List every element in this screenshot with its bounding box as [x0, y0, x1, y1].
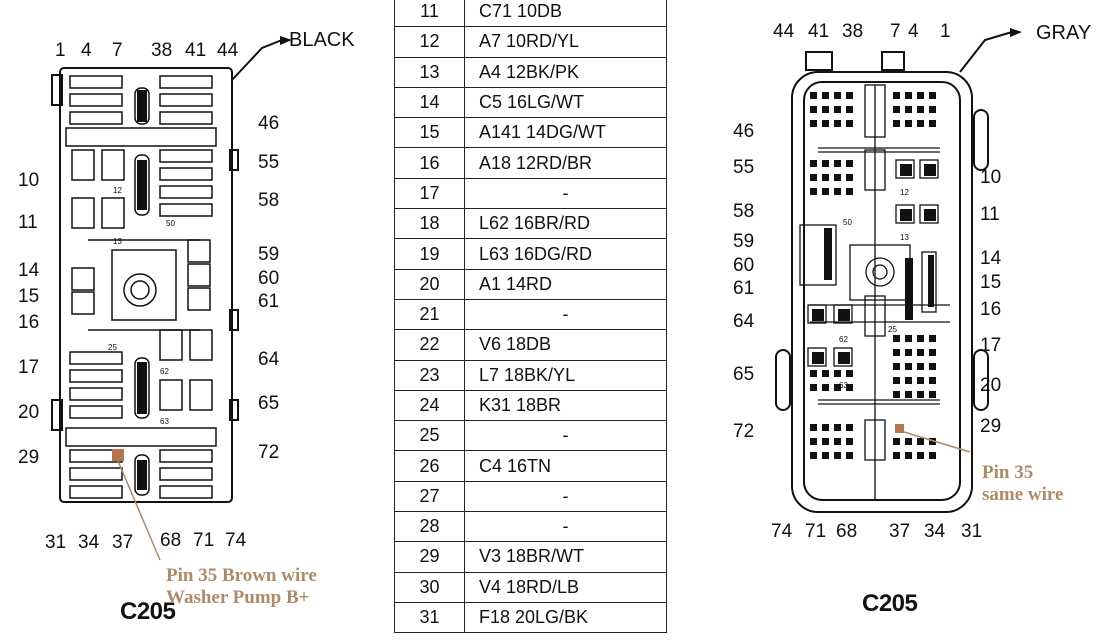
- pin-label: 31: [45, 532, 67, 553]
- wire-cell: L62 16BR/RD: [465, 209, 667, 239]
- cavity-label: 12: [113, 186, 122, 195]
- pin-label: 41: [808, 21, 830, 42]
- pin-label: 7: [112, 40, 123, 61]
- pin-label: 68: [836, 521, 858, 542]
- table-row: [395, 148, 667, 178]
- pin-label: 14: [980, 248, 1002, 269]
- pin-number-cell: 21: [395, 299, 465, 329]
- pin-label: 46: [733, 121, 755, 142]
- pin-label: 41: [185, 40, 207, 61]
- wire-cell: L7 18BK/YL: [465, 360, 667, 390]
- pin-label: 10: [980, 167, 1002, 188]
- pin-label: 37: [112, 532, 134, 553]
- pin-label: 74: [771, 521, 793, 542]
- pin-label: 65: [258, 393, 280, 414]
- pin-number-cell: 16: [395, 148, 465, 178]
- pin-label: 16: [980, 299, 1002, 320]
- pin-label: 31: [961, 521, 983, 542]
- pin-label: 29: [980, 416, 1002, 437]
- wire-cell: K31 18BR: [465, 390, 667, 420]
- pin-label: 38: [842, 21, 864, 42]
- pin-number-cell: 28: [395, 512, 465, 542]
- pin-number-cell: 15: [395, 118, 465, 148]
- pin-label: 4: [908, 21, 919, 42]
- table-row: [395, 602, 667, 632]
- pin-label: 1: [55, 40, 66, 61]
- cavity-label: 62: [160, 367, 169, 376]
- pin-label: 7: [890, 21, 901, 42]
- pin-label: 15: [18, 286, 40, 307]
- pin-number-cell: 13: [395, 57, 465, 87]
- callout-line: same wire: [982, 483, 1064, 505]
- pin-label: 55: [258, 152, 280, 173]
- cavity-label: 62: [839, 335, 848, 344]
- pin-number-cell: 23: [395, 360, 465, 390]
- table-row: [395, 360, 667, 390]
- pin-label: 61: [258, 291, 280, 312]
- pin-label: 17: [980, 335, 1002, 356]
- pin-number-cell: 25: [395, 421, 465, 451]
- black-color-label: BLACK: [289, 29, 355, 51]
- pin-label: 68: [160, 530, 182, 551]
- pin-label: 59: [733, 231, 755, 252]
- pin-label: 4: [81, 40, 92, 61]
- pin-label: 44: [217, 40, 239, 61]
- pin-number-cell: 26: [395, 451, 465, 481]
- left-connector-title: C205: [120, 598, 176, 625]
- wire-cell: L63 16DG/RD: [465, 239, 667, 269]
- wire-cell: C4 16TN: [465, 451, 667, 481]
- table-row: [395, 27, 667, 57]
- pin-wire-table: [394, 0, 667, 633]
- pin-number-cell: 31: [395, 602, 465, 632]
- pin-number-cell: 30: [395, 572, 465, 602]
- pin-label: 58: [733, 201, 755, 222]
- table-row: [395, 299, 667, 329]
- cavity-label: 25: [108, 343, 117, 352]
- pin-number-cell: 14: [395, 87, 465, 117]
- pin-label: 34: [78, 532, 100, 553]
- table-row: [395, 269, 667, 299]
- right-connector-title: C205: [862, 590, 918, 617]
- wire-cell: V4 18RD/LB: [465, 572, 667, 602]
- pin-label: 11: [18, 212, 38, 233]
- pin-number-cell: 27: [395, 481, 465, 511]
- cavity-label: 12: [900, 188, 909, 197]
- pin-number-cell: 18: [395, 209, 465, 239]
- pin-label: 71: [805, 521, 827, 542]
- wire-cell: -: [465, 421, 667, 451]
- table-row: [395, 390, 667, 420]
- pin-label: 72: [258, 442, 280, 463]
- pin-number-cell: 17: [395, 178, 465, 208]
- cavity-label: 63: [160, 417, 169, 426]
- pin-label: 29: [18, 447, 40, 468]
- table-row: [395, 481, 667, 511]
- gray-color-label: GRAY: [1036, 22, 1092, 44]
- table-row: [395, 239, 667, 269]
- table-row: [395, 57, 667, 87]
- pin-label: 71: [193, 530, 215, 551]
- pin-label: 10: [18, 170, 40, 191]
- wire-cell: -: [465, 178, 667, 208]
- pin-label: 20: [980, 375, 1002, 396]
- pin-label: 14: [18, 260, 40, 281]
- cavity-label: 25: [888, 325, 897, 334]
- pin-label: 15: [980, 272, 1002, 293]
- cavity-label: 63: [839, 381, 848, 390]
- pin-label: 55: [733, 157, 755, 178]
- pin-label: 58: [258, 190, 280, 211]
- table-row: [395, 209, 667, 239]
- wire-cell: -: [465, 481, 667, 511]
- wire-cell: A4 12BK/PK: [465, 57, 667, 87]
- pin-label: 65: [733, 364, 755, 385]
- pin-label: 72: [733, 421, 755, 442]
- pin-label: 64: [258, 349, 280, 370]
- wire-cell: V3 18BR/WT: [465, 542, 667, 572]
- pin-label: 60: [733, 255, 755, 276]
- pin-number-cell: 22: [395, 330, 465, 360]
- pin-number-cell: 20: [395, 269, 465, 299]
- pin-label: 59: [258, 244, 280, 265]
- pin-label: 11: [980, 204, 1000, 225]
- wire-cell: A141 14DG/WT: [465, 118, 667, 148]
- pin-label: 46: [258, 113, 280, 134]
- pin-label: 64: [733, 311, 755, 332]
- callout-line: Washer Pump B+: [166, 586, 310, 608]
- wire-cell: A7 10RD/YL: [465, 27, 667, 57]
- table-row: [395, 572, 667, 602]
- left-callout: [166, 565, 317, 609]
- cavity-label: 13: [900, 233, 909, 242]
- pin-label: 60: [258, 268, 280, 289]
- pin-label: 37: [889, 521, 911, 542]
- wire-cell: -: [465, 299, 667, 329]
- pin-label: 74: [225, 530, 247, 551]
- wire-cell: A18 12RD/BR: [465, 148, 667, 178]
- pin-number-cell: 24: [395, 390, 465, 420]
- table-row: [395, 542, 667, 572]
- pin-label: 34: [924, 521, 946, 542]
- callout-line: Pin 35: [982, 462, 1034, 483]
- table-row: [395, 87, 667, 117]
- wire-cell: V6 18DB: [465, 330, 667, 360]
- pin-number-cell: 29: [395, 542, 465, 572]
- right-callout: [982, 462, 1063, 506]
- table-row: [395, 0, 667, 27]
- table-row: [395, 330, 667, 360]
- wire-cell: -: [465, 512, 667, 542]
- pin-number-cell: 19: [395, 239, 465, 269]
- cavity-label: 13: [113, 237, 122, 246]
- pin-number-cell: 12: [395, 27, 465, 57]
- pin-label: 20: [18, 402, 40, 423]
- table-row: [395, 421, 667, 451]
- pin-label: 38: [151, 40, 173, 61]
- table-row: [395, 178, 667, 208]
- table-row: [395, 118, 667, 148]
- pin-label: 44: [773, 21, 795, 42]
- wire-cell: C71 10DB: [465, 0, 667, 27]
- pin-number-cell: 11: [395, 0, 465, 27]
- pin-label: 16: [18, 312, 40, 333]
- pin-label: 17: [18, 357, 40, 378]
- gray-connector-drawing: [700, 0, 1105, 640]
- pin-label: 61: [733, 278, 755, 299]
- cavity-label: 50: [166, 219, 175, 228]
- cavity-label: 50: [843, 218, 852, 227]
- wire-cell: C5 16LG/WT: [465, 87, 667, 117]
- pin-label: 1: [940, 21, 951, 42]
- table-row: [395, 512, 667, 542]
- table-row: [395, 451, 667, 481]
- callout-line: Pin 35 Brown wire: [166, 565, 317, 586]
- wire-cell: A1 14RD: [465, 269, 667, 299]
- wire-cell: F18 20LG/BK: [465, 602, 667, 632]
